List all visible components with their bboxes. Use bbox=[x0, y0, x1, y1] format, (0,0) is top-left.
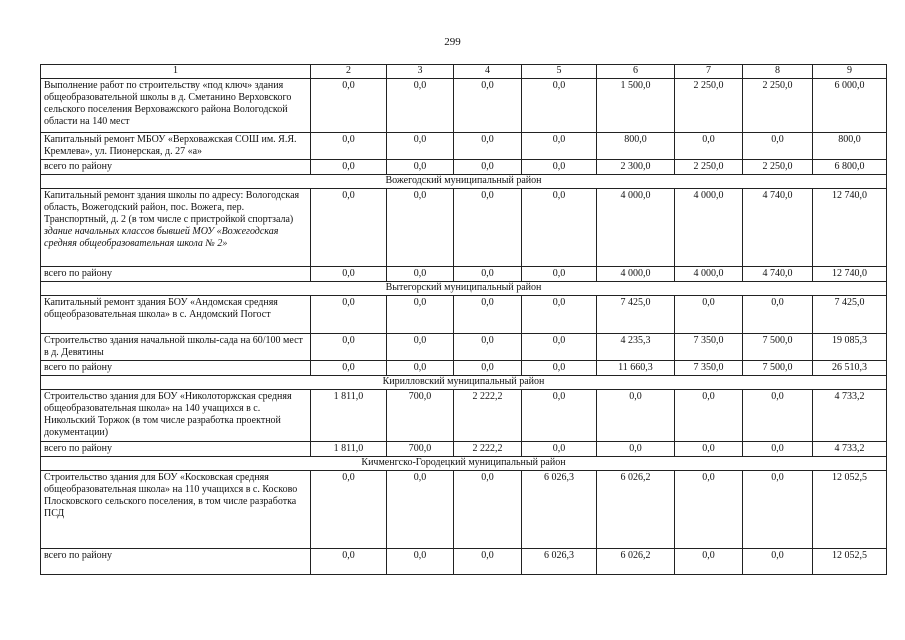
value-cell: 0,0 bbox=[311, 189, 387, 267]
table-row bbox=[41, 189, 887, 267]
total-label bbox=[41, 549, 311, 575]
value-cell: 0,0 bbox=[311, 267, 387, 282]
value-cell: 0,0 bbox=[454, 471, 522, 549]
value-cell: 6 800,0 bbox=[813, 160, 887, 175]
value-cell: 0,0 bbox=[311, 549, 387, 575]
value-cell: 11 660,3 bbox=[597, 361, 675, 376]
value-cell: 4 000,0 bbox=[597, 267, 675, 282]
value-cell: 12 740,0 bbox=[813, 189, 887, 267]
description-text: всего по району bbox=[44, 362, 113, 373]
value-cell: 0,0 bbox=[743, 296, 813, 334]
value-cell: 4 740,0 bbox=[743, 267, 813, 282]
value-cell: 700,0 bbox=[387, 442, 454, 457]
value-cell: 7 350,0 bbox=[675, 361, 743, 376]
section-row bbox=[41, 282, 887, 296]
value-cell: 0,0 bbox=[675, 471, 743, 549]
description-text: всего по району bbox=[44, 161, 113, 172]
description-text: Капитальный ремонт здания БОУ «Андомская средняя общеобразовательная школа» в с. Андомский Погост bbox=[44, 297, 278, 320]
value-cell: 6 026,3 bbox=[522, 549, 597, 575]
value-cell: 12 740,0 bbox=[813, 267, 887, 282]
description-text: Строительство здания начальной школы-сада на 60/100 мест в д. Девятины bbox=[44, 335, 303, 358]
value-cell: 4 000,0 bbox=[597, 189, 675, 267]
value-cell: 1 811,0 bbox=[311, 390, 387, 442]
item-description bbox=[41, 189, 311, 267]
value-cell: 2 222,2 bbox=[454, 390, 522, 442]
value-cell: 12 052,5 bbox=[813, 549, 887, 575]
section-row bbox=[41, 376, 887, 390]
value-cell: 0,0 bbox=[675, 442, 743, 457]
page-number: 299 bbox=[444, 36, 461, 48]
value-cell: 26 510,3 bbox=[813, 361, 887, 376]
value-cell: 0,0 bbox=[597, 442, 675, 457]
item-description bbox=[41, 79, 311, 133]
section-title: Вытегорский муниципальный район bbox=[41, 282, 887, 296]
column-header: 4 bbox=[454, 65, 522, 79]
column-header: 1 bbox=[41, 65, 311, 79]
value-cell: 0,0 bbox=[743, 549, 813, 575]
value-cell: 0,0 bbox=[387, 189, 454, 267]
value-cell: 0,0 bbox=[311, 160, 387, 175]
value-cell: 19 085,3 bbox=[813, 334, 887, 361]
description-text: всего по району bbox=[44, 550, 113, 561]
value-cell: 0,0 bbox=[311, 79, 387, 133]
description-text: Капитальный ремонт здания школы по адресу: Вологодская область, Вожегодский район, пос. Вожега, пер. Транспортный, д. 2 (в том числе с пристройкой спортзала) bbox=[44, 190, 300, 225]
value-cell: 0,0 bbox=[454, 267, 522, 282]
total-row bbox=[41, 160, 887, 175]
value-cell: 700,0 bbox=[387, 390, 454, 442]
value-cell: 0,0 bbox=[454, 296, 522, 334]
value-cell: 7 350,0 bbox=[675, 334, 743, 361]
value-cell: 2 250,0 bbox=[675, 79, 743, 133]
description-text: Капитальный ремонт МБОУ «Верховажская СОШ им. Я.Я. Кремлева», ул. Пионерская, д. 27 «а» bbox=[44, 134, 297, 157]
column-header: 8 bbox=[743, 65, 813, 79]
column-header: 7 bbox=[675, 65, 743, 79]
value-cell: 6 026,2 bbox=[597, 471, 675, 549]
value-cell: 4 740,0 bbox=[743, 189, 813, 267]
total-label bbox=[41, 442, 311, 457]
value-cell: 0,0 bbox=[522, 160, 597, 175]
value-cell: 7 500,0 bbox=[743, 334, 813, 361]
value-cell: 800,0 bbox=[597, 133, 675, 160]
value-cell: 0,0 bbox=[387, 296, 454, 334]
value-cell: 0,0 bbox=[454, 334, 522, 361]
value-cell: 0,0 bbox=[311, 133, 387, 160]
item-description bbox=[41, 334, 311, 361]
total-label bbox=[41, 267, 311, 282]
value-cell: 0,0 bbox=[454, 79, 522, 133]
value-cell: 0,0 bbox=[387, 471, 454, 549]
item-description bbox=[41, 471, 311, 549]
value-cell: 7 425,0 bbox=[597, 296, 675, 334]
value-cell: 7 500,0 bbox=[743, 361, 813, 376]
value-cell: 1 500,0 bbox=[597, 79, 675, 133]
description-text: Выполнение работ по строительству «под ключ» здания общеобразовательной школы в д. Сметанино Верховского сельского поселения Верховажского района Вологодской области на 140 мест bbox=[44, 80, 292, 127]
table-row bbox=[41, 471, 887, 549]
value-cell: 0,0 bbox=[454, 133, 522, 160]
value-cell: 0,0 bbox=[743, 471, 813, 549]
value-cell: 6 026,3 bbox=[522, 471, 597, 549]
total-row bbox=[41, 442, 887, 457]
value-cell: 0,0 bbox=[387, 133, 454, 160]
value-cell: 2 222,2 bbox=[454, 442, 522, 457]
section-title: Кичменгско-Городецкий муниципальный район bbox=[41, 457, 887, 471]
column-header: 6 bbox=[597, 65, 675, 79]
description-text: Строительство здания для БОУ «Косковская средняя общеобразовательная школа» на 110 учащихся в с. Косково Плосковского сельского поселения, в том числе разработка ПСД bbox=[44, 472, 298, 519]
total-label bbox=[41, 160, 311, 175]
description-italic-text: здание начальных классов бывшей МОУ «Вожегодская средняя общеобразовательная школа № 2» bbox=[44, 226, 279, 249]
column-header: 5 bbox=[522, 65, 597, 79]
value-cell: 0,0 bbox=[522, 390, 597, 442]
value-cell: 0,0 bbox=[675, 549, 743, 575]
value-cell: 4 235,3 bbox=[597, 334, 675, 361]
value-cell: 4 733,2 bbox=[813, 390, 887, 442]
value-cell: 0,0 bbox=[675, 390, 743, 442]
value-cell: 6 026,2 bbox=[597, 549, 675, 575]
table-row bbox=[41, 296, 887, 334]
section-row bbox=[41, 457, 887, 471]
section-title: Вожегодский муниципальный район bbox=[41, 175, 887, 189]
item-description bbox=[41, 296, 311, 334]
value-cell: 2 250,0 bbox=[675, 160, 743, 175]
value-cell: 4 000,0 bbox=[675, 267, 743, 282]
section-title: Кирилловский муниципальный район bbox=[41, 376, 887, 390]
total-row bbox=[41, 267, 887, 282]
value-cell: 0,0 bbox=[675, 296, 743, 334]
section-row bbox=[41, 175, 887, 189]
table-row bbox=[41, 79, 887, 133]
column-header: 9 bbox=[813, 65, 887, 79]
column-header: 2 bbox=[311, 65, 387, 79]
value-cell: 0,0 bbox=[675, 133, 743, 160]
item-description bbox=[41, 390, 311, 442]
value-cell: 0,0 bbox=[522, 361, 597, 376]
description-text: всего по району bbox=[44, 268, 113, 279]
value-cell: 0,0 bbox=[743, 442, 813, 457]
value-cell: 0,0 bbox=[454, 549, 522, 575]
value-cell: 0,0 bbox=[387, 549, 454, 575]
description-text: всего по району bbox=[44, 443, 113, 454]
value-cell: 0,0 bbox=[522, 334, 597, 361]
value-cell: 0,0 bbox=[522, 442, 597, 457]
table-header-row bbox=[41, 65, 887, 79]
value-cell: 0,0 bbox=[522, 79, 597, 133]
value-cell: 4 733,2 bbox=[813, 442, 887, 457]
value-cell: 6 000,0 bbox=[813, 79, 887, 133]
value-cell: 0,0 bbox=[311, 296, 387, 334]
value-cell: 0,0 bbox=[522, 133, 597, 160]
value-cell: 0,0 bbox=[454, 361, 522, 376]
value-cell: 0,0 bbox=[387, 334, 454, 361]
value-cell: 0,0 bbox=[743, 133, 813, 160]
value-cell: 1 811,0 bbox=[311, 442, 387, 457]
value-cell: 0,0 bbox=[454, 160, 522, 175]
value-cell: 7 425,0 bbox=[813, 296, 887, 334]
table-row bbox=[41, 133, 887, 160]
total-row bbox=[41, 361, 887, 376]
description-text: Строительство здания для БОУ «Николоторжская средняя общеобразовательная школа» на 140 учащихся в с. Никольский Торжок (в том числе разработка проектной документации) bbox=[44, 391, 292, 438]
value-cell: 800,0 bbox=[813, 133, 887, 160]
value-cell: 0,0 bbox=[522, 296, 597, 334]
value-cell: 0,0 bbox=[454, 189, 522, 267]
value-cell: 2 250,0 bbox=[743, 160, 813, 175]
value-cell: 0,0 bbox=[387, 160, 454, 175]
value-cell: 0,0 bbox=[311, 471, 387, 549]
value-cell: 2 250,0 bbox=[743, 79, 813, 133]
value-cell: 0,0 bbox=[311, 361, 387, 376]
value-cell: 0,0 bbox=[597, 390, 675, 442]
value-cell: 12 052,5 bbox=[813, 471, 887, 549]
value-cell: 0,0 bbox=[387, 79, 454, 133]
value-cell: 0,0 bbox=[522, 189, 597, 267]
value-cell: 0,0 bbox=[311, 334, 387, 361]
value-cell: 0,0 bbox=[522, 267, 597, 282]
column-header: 3 bbox=[387, 65, 454, 79]
value-cell: 0,0 bbox=[387, 361, 454, 376]
value-cell: 0,0 bbox=[743, 390, 813, 442]
item-description bbox=[41, 133, 311, 160]
value-cell: 0,0 bbox=[387, 267, 454, 282]
total-label bbox=[41, 361, 311, 376]
total-row bbox=[41, 549, 887, 575]
table-row bbox=[41, 390, 887, 442]
budget-table bbox=[40, 64, 887, 575]
value-cell: 2 300,0 bbox=[597, 160, 675, 175]
table-row bbox=[41, 334, 887, 361]
value-cell: 4 000,0 bbox=[675, 189, 743, 267]
